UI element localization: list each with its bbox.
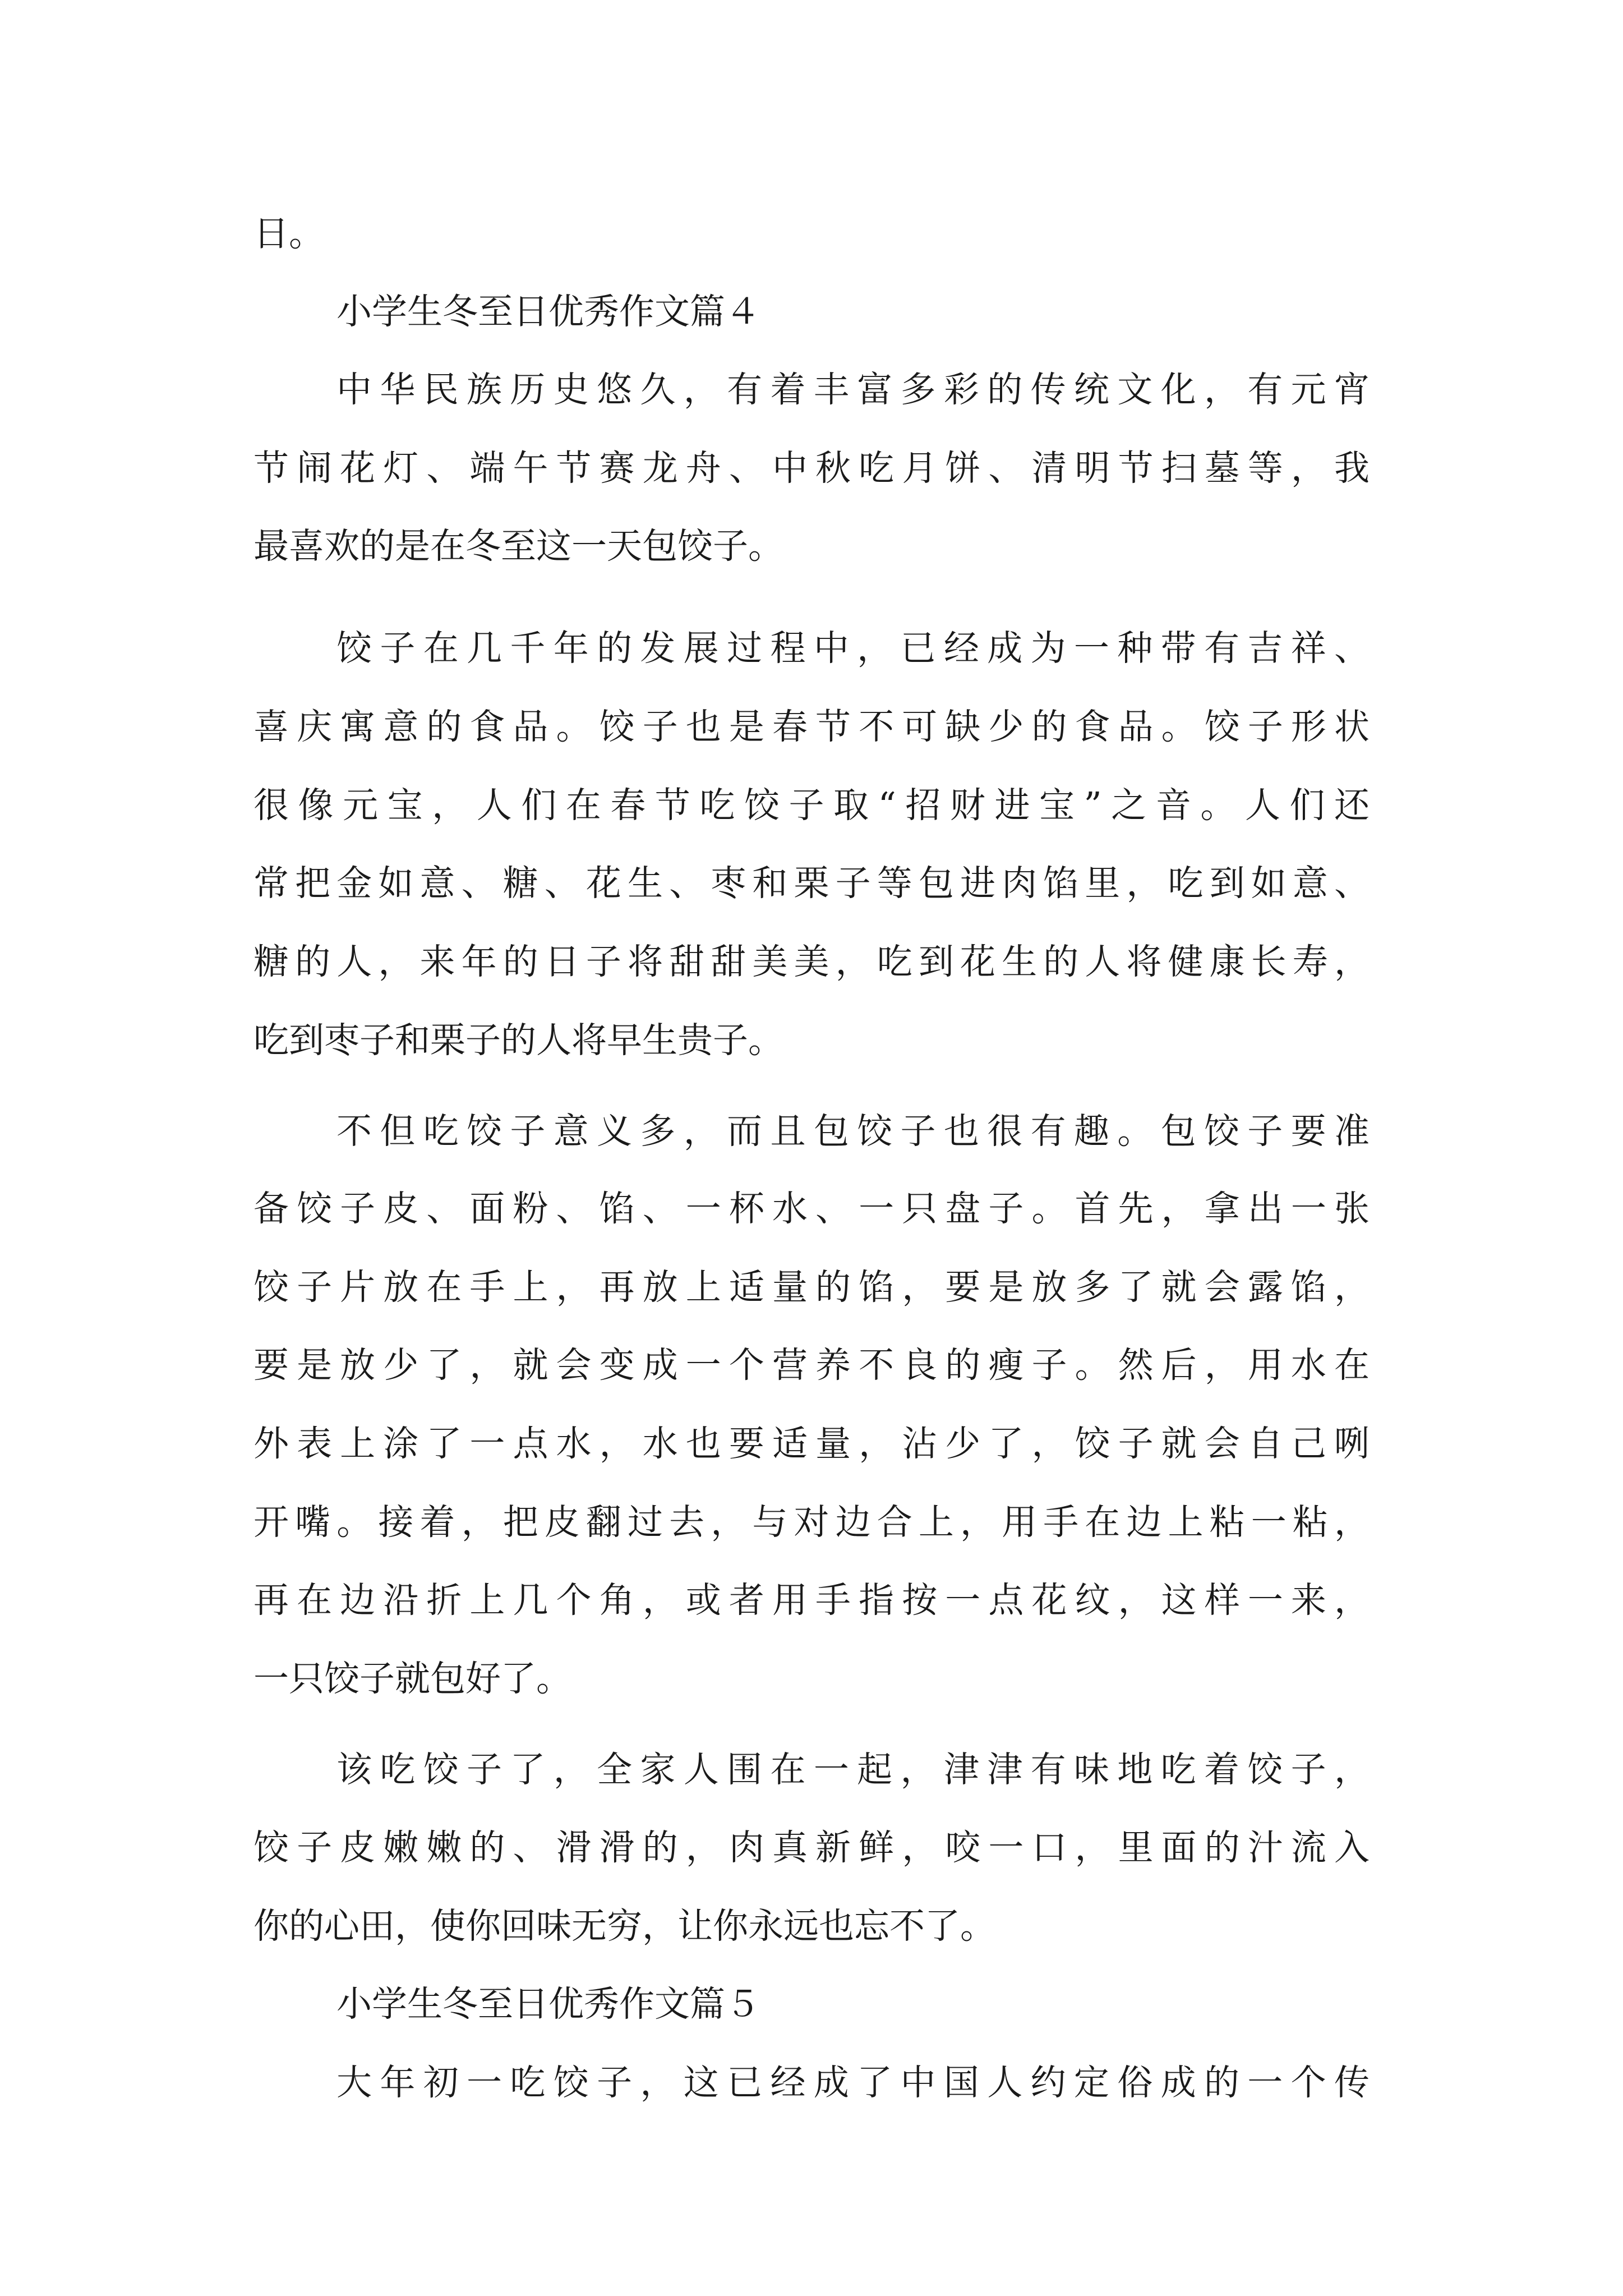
text-line-17: 开嘴。接着，把皮翻过去，与对边合上，用手在边上粘一粘， bbox=[253, 1502, 1370, 1543]
section-heading-4: 小学生冬至日优秀作文篇４ bbox=[336, 291, 760, 332]
section-heading-5: 小学生冬至日优秀作文篇５ bbox=[336, 1984, 760, 2024]
text-line-19: 一只饺子就包好了。 bbox=[253, 1658, 571, 1699]
text-line-10: 糖的人，来年的日子将甜甜美美，吃到花生的人将健康长寿， bbox=[253, 941, 1370, 982]
text-line-21: 饺子皮嫩嫩的、滑滑的，肉真新鲜，咬一口，里面的汁流入 bbox=[253, 1827, 1370, 1868]
text-line-1: 日。 bbox=[253, 213, 324, 254]
text-line-9: 常把金如意、糖、花生、枣和栗子等包进肉馅里，吃到如意、 bbox=[253, 863, 1370, 904]
text-line-18: 再在边沿折上几个角，或者用手指按一点花纹，这样一来， bbox=[253, 1580, 1370, 1621]
text-line-20: 该吃饺子了，全家人围在一起，津津有味地吃着饺子， bbox=[336, 1749, 1370, 1790]
text-line-22: 你的心田，使你回味无穷，让你永远也忘不了。 bbox=[253, 1906, 995, 1947]
text-line-4: 节闹花灯、端午节赛龙舟、中秋吃月饼、清明节扫墓等，我 bbox=[253, 448, 1370, 489]
text-line-8: 很像元宝，人们在春节吃饺子取“招财进宝”之音。人们还 bbox=[253, 785, 1370, 826]
text-line-6: 饺子在几千年的发展过程中，已经成为一种带有吉祥、 bbox=[336, 628, 1370, 669]
text-line-5: 最喜欢的是在冬至这一天包饺子。 bbox=[253, 526, 783, 567]
text-line-24: 大年初一吃饺子，这已经成了中国人约定俗成的一个传 bbox=[336, 2062, 1370, 2103]
text-line-15: 要是放少了，就会变成一个营养不良的瘦子。然后，用水在 bbox=[253, 1345, 1370, 1386]
text-line-13: 备饺子皮、面粉、馅、一杯水、一只盘子。首先，拿出一张 bbox=[253, 1188, 1370, 1229]
text-line-12: 不但吃饺子意义多，而且包饺子也很有趣。包饺子要准 bbox=[336, 1111, 1370, 1152]
text-line-16: 外表上涂了一点水，水也要适量，沾少了，饺子就会自己咧 bbox=[253, 1423, 1370, 1464]
text-line-11: 吃到枣子和栗子的人将早生贵子。 bbox=[253, 1020, 783, 1061]
text-line-14: 饺子片放在手上，再放上适量的馅，要是放多了就会露馅， bbox=[253, 1267, 1370, 1308]
text-line-3: 中华民族历史悠久，有着丰富多彩的传统文化，有元宵 bbox=[336, 369, 1370, 410]
text-line-7: 喜庆寓意的食品。饺子也是春节不可缺少的食品。饺子形状 bbox=[253, 706, 1370, 747]
